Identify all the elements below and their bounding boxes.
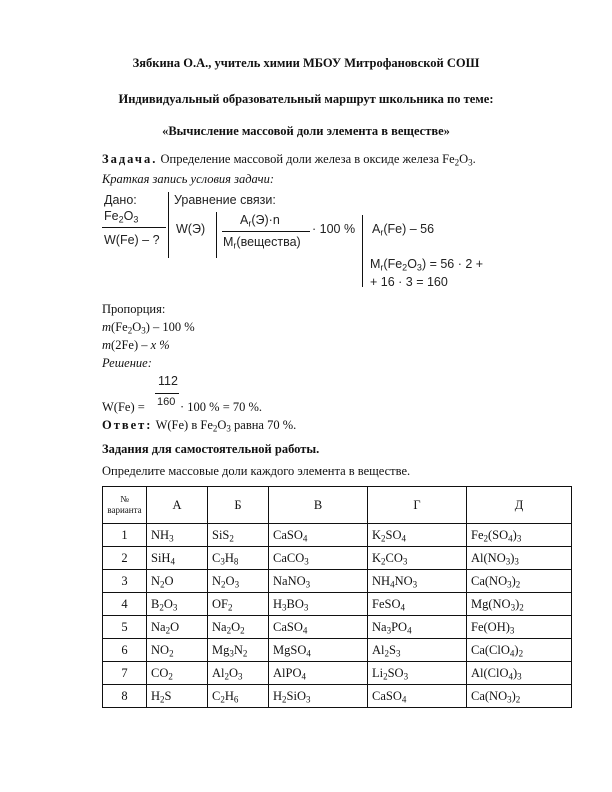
route-line: Индивидуальный образовательный маршрут школьника по теме: [118,92,494,106]
formula-cell: $Fe(OH)_3$ [467,616,572,639]
formula-cell: $Al(ClO_4)_3$ [467,662,572,685]
formula-cell: $NH_3$ [147,524,208,547]
header-column: А [147,487,208,524]
formula-cell: CaSO$_4$ [368,685,467,708]
variant-number: 5 [103,616,147,639]
formula-cell: $Mg_3N_2$ [208,639,269,662]
table-header-row [103,487,572,524]
variant-number: 1 [103,524,147,547]
proportion-line-2: m(2Fe) – x % [102,338,170,352]
mr-line-2: + 16 · 3 = 160 [370,275,448,289]
formula-cell: $NO_2$ [147,639,208,662]
w-element: W(Э) [176,222,206,236]
variant-number: 2 [103,547,147,570]
formula-cell: SiH$_4$ [147,547,208,570]
formula-cell: $Al(NO_3)_3$ [467,547,572,570]
mass-vertical-rule [362,215,363,287]
given-divider [102,227,166,228]
solution-result: · 100 % = 70 %. [180,400,263,414]
formula-cell: $N_2O$ [147,570,208,593]
formula-cell: $B_2O_3$ [147,593,208,616]
formula-cell: $K_2CO_3$ [368,547,467,570]
table-row [103,547,572,570]
variant-number: 6 [103,639,147,662]
header-column: Д [467,487,572,524]
formula-cell: $CO_2$ [147,662,208,685]
variant-number: 3 [103,570,147,593]
header-column: В [269,487,368,524]
ar-fe: $A_r(Fe) - 56$ [372,222,435,238]
formula-cell: $Fe_2(SO_4)_3$ [467,524,572,547]
topic-title: «Вычисление массовой доли элемента в веществе» [162,124,450,138]
self-work-instruction: Определите массовые доли каждого элемента в веществе. [102,464,411,478]
table-row [103,662,572,685]
given-formula: $Fe_2O_3$ [104,209,139,225]
table-row [103,570,572,593]
given-label: Дано: [104,193,137,207]
formula-cell: $Na_3PO_4$ [368,616,467,639]
fraction-denominator: $M_r(вещества)$ [223,235,301,251]
proportion-title: Пропорция: [102,302,166,316]
solution-fraction-bar [155,393,179,394]
formula-cell: $Li_2SO_3$ [368,662,467,685]
formula-cell: $Mg(NO_3)_2$ [467,593,572,616]
formula-cell: $N_2O_3$ [208,570,269,593]
formula-cell: SiS$_2$ [208,524,269,547]
formula-cell: MgSO$_4$ [269,639,368,662]
formula-cell: AlPO$_4$ [269,662,368,685]
formula-cell: $H_2SiO_3$ [269,685,368,708]
formula-cell: $C_3H_8$ [208,547,269,570]
variant-number: 7 [103,662,147,685]
header-column: Г [368,487,467,524]
answer-line: Ответ: W(Fe) в $Fe_2O_3$ равна 70 %. [102,418,297,434]
table-row [103,616,572,639]
formula-cell: $K_2SO_4$ [368,524,467,547]
self-work-title: Задания для самостоятельной работы. [102,442,320,456]
variant-number: 8 [103,685,147,708]
header-variant-number: № варианта [103,487,147,524]
formula-cell: $NH_4NO_3$ [368,570,467,593]
find-value: W(Fe) – ? [104,233,160,247]
header-column: Б [208,487,269,524]
formula-cell: $Al_2S_3$ [368,639,467,662]
times-100: · 100 % [312,222,356,236]
task-statement: Задача. Определение массовой доли железа в оксиде железа $Fe_2O_3$. [102,152,476,168]
formula-cell: $Na_2O_2$ [208,616,269,639]
formula-cell: $Ca(NO_3)_2$ [467,570,572,593]
formula-cell: CaSO$_4$ [269,524,368,547]
variant-number: 4 [103,593,147,616]
formula-cell: $H_3BO_3$ [269,593,368,616]
given-vertical-rule [168,192,169,258]
formula-cell: $Ca(ClO_4)_2$ [467,639,572,662]
table-row [103,524,572,547]
fraction-numerator: $A_r(Э)\cdot n$ [240,213,280,229]
formula-cell: $C_2H_6$ [208,685,269,708]
author-line: Зябкина О.А., учитель химии МБОУ Митрофановской СОШ [132,56,480,70]
formula-cell: $OF_2$ [208,593,269,616]
proportion-line-1: $m(Fe_2O_3) - 100$ % [102,320,195,336]
formula-cell: $Al_2O_3$ [208,662,269,685]
formula-cell: CaSO$_4$ [269,616,368,639]
mr-line-1: $M_r(Fe_2O_3) = 56 \cdot 2$ + [370,257,484,273]
formula-cell: $Na_2O$ [147,616,208,639]
solution-fraction-numerator: 112 [158,374,178,388]
formula-cell: NaNO$_3$ [269,570,368,593]
formula-cell: FeSO$_4$ [368,593,467,616]
solution-w-prefix: W(Fe) = [102,400,145,414]
fraction-bar [222,231,310,232]
solution-fraction-denominator: 160 [157,396,176,408]
table-row [103,685,572,708]
formula-cell: CaCO$_3$ [269,547,368,570]
table-row [103,639,572,662]
equation-label: Уравнение связи: [174,193,276,207]
formula-cell: $Ca(NO_3)_2$ [467,685,572,708]
equation-bracket [216,212,217,258]
condition-title: Краткая запись условия задачи: [102,172,275,186]
variants-table [102,486,572,708]
solution-label: Решение: [102,356,152,370]
formula-cell: $H_2S$ [147,685,208,708]
table-row [103,593,572,616]
